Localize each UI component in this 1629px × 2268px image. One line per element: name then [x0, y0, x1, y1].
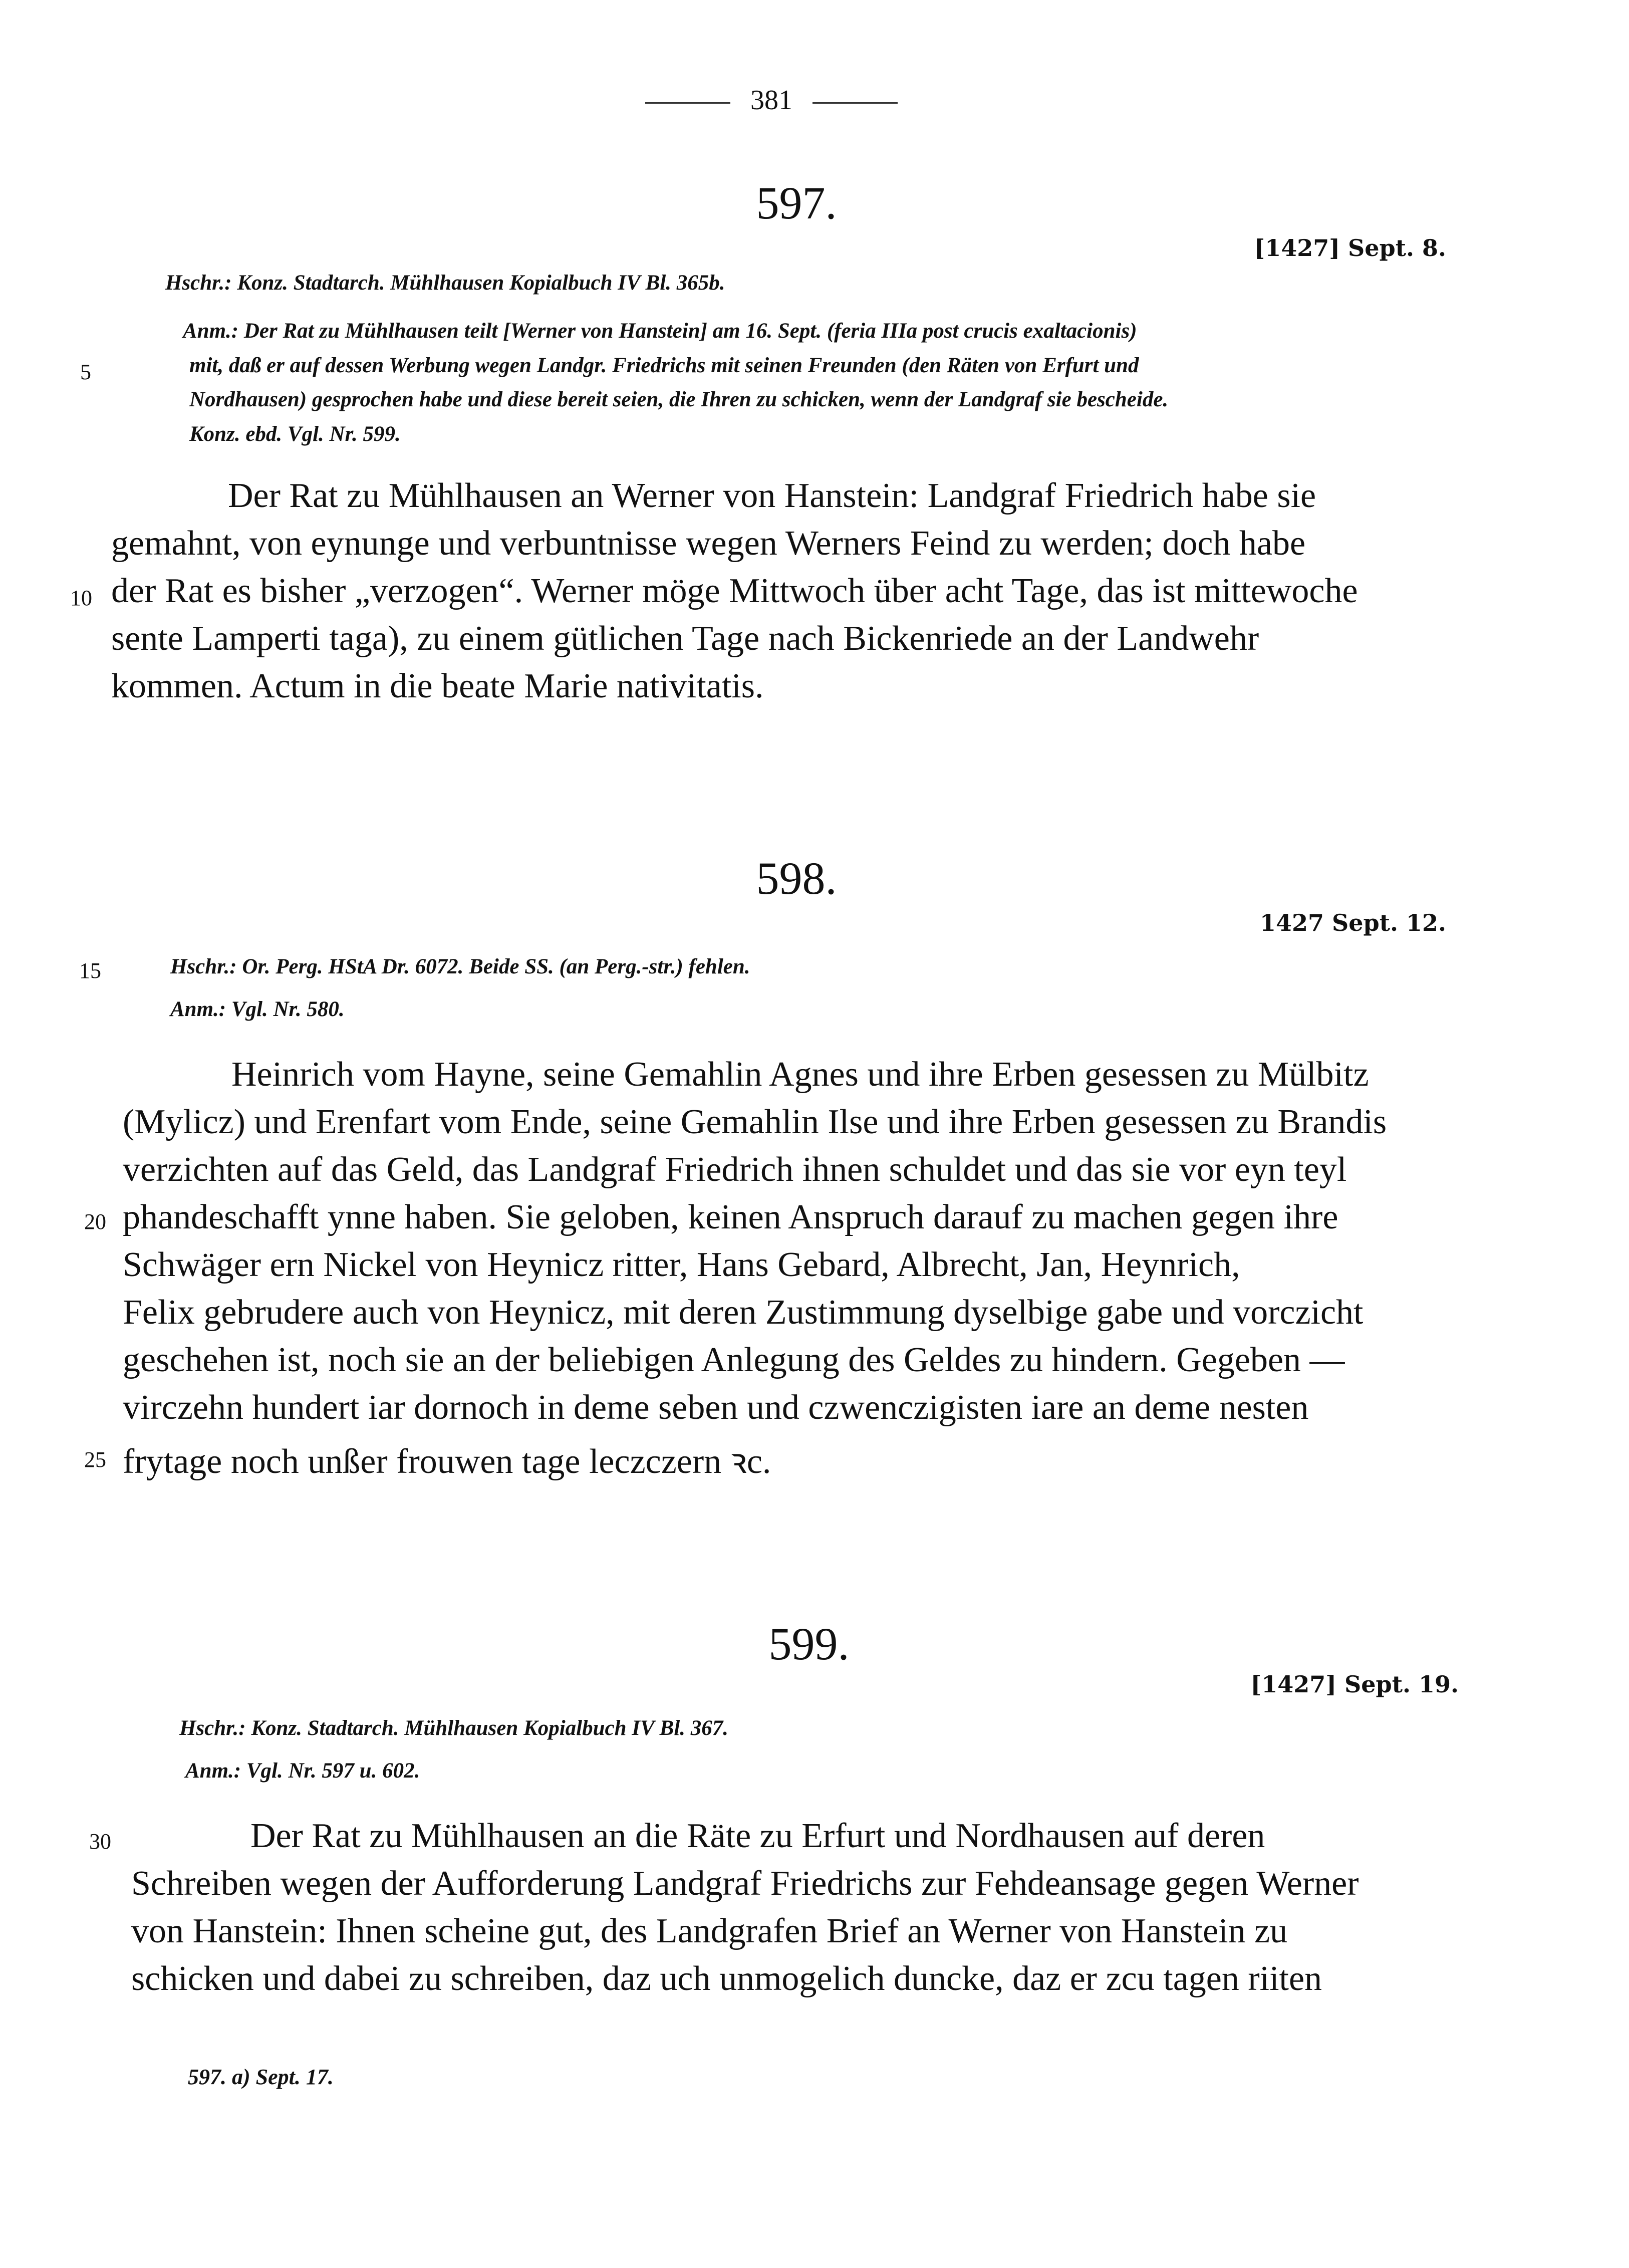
line-number-10: 10 — [70, 586, 92, 610]
running-head — [616, 84, 927, 116]
line-number-5: 5 — [80, 360, 91, 384]
line-number-30: 30 — [89, 1829, 111, 1854]
doc-598-body-line-6: Felix gebrudere auch von Heynicz, mit deren Zustimmung dyselbige gabe und vorczicht — [123, 1293, 1364, 1332]
footnote: 597. a) Sept. 17. — [188, 2065, 334, 2089]
doc-597-body-line-4: sente Lamperti taga), zu einem gütlichen Tage nach Bickenriede an der Landwehr — [111, 619, 1259, 658]
doc-597-body-line-5: kommen. Actum in die beate Marie nativitatis. — [111, 667, 764, 705]
doc-599-body-line-4: schicken und dabei zu schreiben, daz uch unmogelich duncke, daz er zcu tagen riiten — [131, 1959, 1322, 1998]
doc-599-hschr: Hschr.: Konz. Stadtarch. Mühlhausen Kopialbuch IV Bl. 367. — [179, 1716, 729, 1740]
doc-599-body-line-2: Schreiben wegen der Aufforderung Landgraf Friedrichs zur Fehdeansage gegen Werner — [131, 1864, 1359, 1903]
doc-599-body-line-3: von Hanstein: Ihnen scheine gut, des Landgrafen Brief an Werner von Hanstein zu — [131, 1912, 1288, 1950]
doc-598-body-line-1: Heinrich vom Hayne, seine Gemahlin Agnes und ihre Erben gesessen zu Mülbitz — [231, 1055, 1369, 1094]
doc-598-number: 598. — [756, 853, 837, 904]
line-number-20: 20 — [84, 1209, 106, 1234]
doc-598-anm: Anm.: Vgl. Nr. 580. — [170, 997, 345, 1021]
line-number-25: 25 — [84, 1447, 106, 1472]
page-number: 381 — [750, 85, 792, 116]
doc-597-body-line-1: Der Rat zu Mühlhausen an Werner von Hanstein: Landgraf Friedrich habe sie — [228, 476, 1316, 515]
line-number-15: 15 — [79, 958, 101, 983]
doc-598-date: 1427 Sept. 12. — [1260, 909, 1446, 936]
doc-597-anm-line-1: Anm.: Der Rat zu Mühlhausen teilt [Werner von Hanstein] am 16. Sept. (feria IIIa post crucis exaltacionis) — [183, 319, 1137, 343]
doc-597-date: [1427] Sept. 8. — [1254, 234, 1446, 262]
doc-598-body-line-4: phandeschafft ynne haben. Sie geloben, keinen Anspruch darauf zu machen gegen ihre — [123, 1198, 1338, 1236]
doc-598-body-line-8: virczehn hundert iar dornoch in deme seben und czwenczigisten iare an deme nesten — [123, 1388, 1309, 1427]
doc-598-body-line-3: verzichten auf das Geld, das Landgraf Friedrich ihnen schuldet und das sie vor eyn teyl — [123, 1150, 1347, 1189]
head-rule-right — [812, 102, 898, 104]
doc-597-anm-line-4: Konz. ebd. Vgl. Nr. 599. — [189, 422, 401, 446]
doc-598-body-line-7: geschehen ist, noch sie an der beliebigen Anlegung des Geldes zu hindern. Gegeben — — [123, 1341, 1345, 1379]
doc-598-body-line-9: frytage noch unßer frouwen tage leczczern ꝛc. — [123, 1442, 771, 1481]
doc-597-body-line-2: gemahnt, von eynunge und verbuntnisse wegen Werners Feind zu werden; doch habe — [111, 524, 1306, 563]
doc-598-body-line-5: Schwäger ern Nickel von Heynicz ritter, Hans Gebard, Albrecht, Jan, Heynrich, — [123, 1245, 1240, 1284]
doc-599-date: [1427] Sept. 19. — [1250, 1671, 1459, 1698]
doc-597-anm-line-2: mit, daß er auf dessen Werbung wegen Landgr. Friedrichs mit seinen Freunden (den Räten von Erfurt und — [189, 354, 1139, 377]
doc-598-body-line-2: (Mylicz) und Erenfart vom Ende, seine Gemahlin Ilse und ihre Erben gesessen zu Brandis — [123, 1103, 1387, 1141]
head-rule-left — [645, 102, 730, 104]
doc-599-anm: Anm.: Vgl. Nr. 597 u. 602. — [185, 1759, 420, 1783]
doc-597-body-line-3: der Rat es bisher „verzogen“. Werner möge Mittwoch über acht Tage, das ist mittewoche — [111, 572, 1358, 610]
doc-598-hschr: Hschr.: Or. Perg. HStA Dr. 6072. Beide SS. (an Perg.-str.) fehlen. — [170, 955, 750, 978]
doc-597-hschr: Hschr.: Konz. Stadtarch. Mühlhausen Kopialbuch IV Bl. 365b. — [165, 271, 725, 295]
doc-599-number: 599. — [768, 1618, 850, 1669]
doc-597-number: 597. — [756, 177, 837, 228]
doc-599-body-line-1: Der Rat zu Mühlhausen an die Räte zu Erfurt und Nordhausen auf deren — [250, 1817, 1265, 1855]
doc-597-anm-line-3: Nordhausen) gesprochen habe und diese bereit seien, die Ihren zu schicken, wenn der Landgraf sie bescheide. — [189, 388, 1169, 411]
